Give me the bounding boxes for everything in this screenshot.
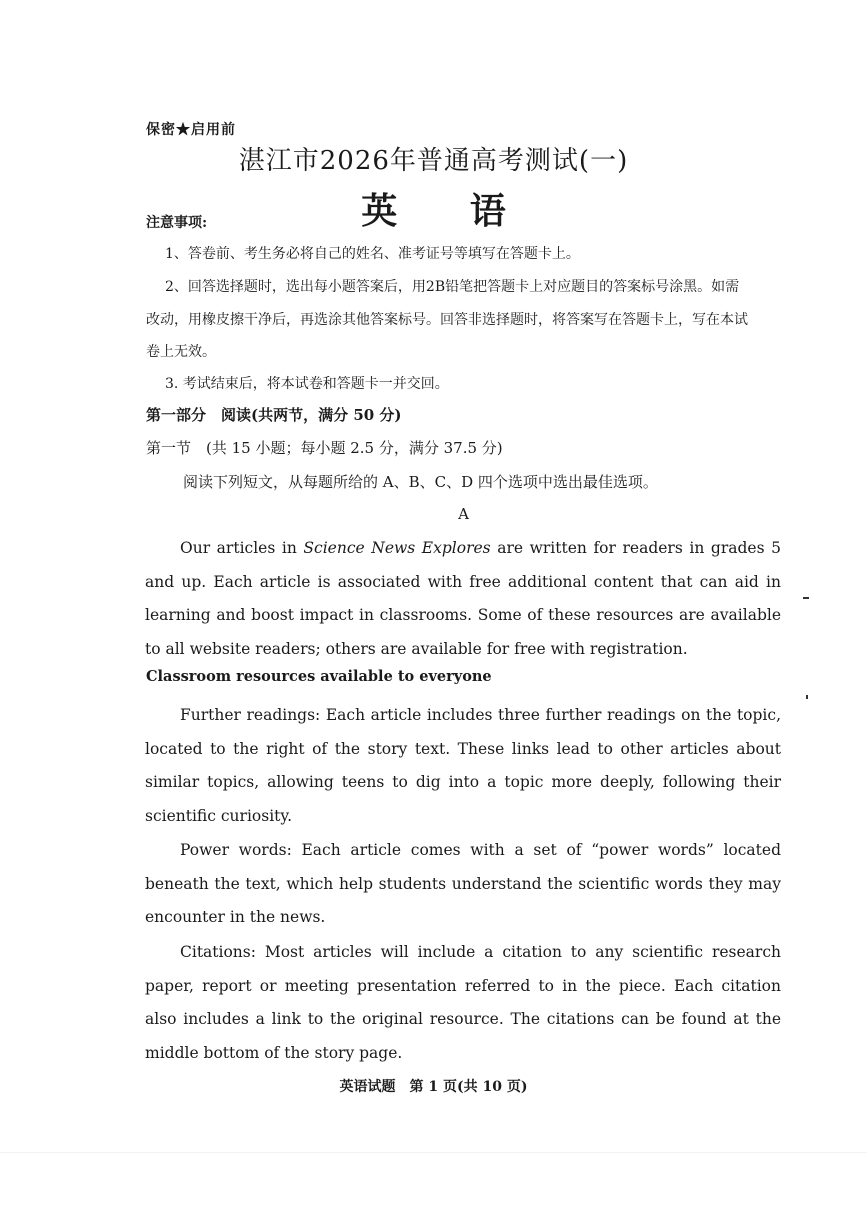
- notice-item-2-line-1: 2、回答选择题时，选出每小题答案后，用2B铅笔把答题卡上对应题目的答案标号涂黑。如需: [165, 279, 740, 295]
- notice-item-3: 3. 考试结束后，将本试卷和答题卡一并交回。: [165, 376, 449, 392]
- section-instructions: 阅读下列短文，从每题所给的 A、B、C、D 四个选项中选出最佳选项。: [183, 473, 658, 491]
- exam-title: 湛江市2026年普通高考测试(一): [238, 146, 629, 176]
- passage-letter: A: [458, 505, 469, 523]
- passage-paragraph-1: [145, 532, 781, 666]
- passage-paragraph-3: [145, 834, 781, 935]
- scan-mark: [803, 597, 809, 599]
- publication-name: Science News Explores: [303, 539, 491, 557]
- passage-paragraph-4: [145, 936, 781, 1070]
- notice-item-2-line-3: 卷上无效。: [146, 344, 216, 360]
- scan-edge: [0, 1152, 867, 1153]
- section-heading: Classroom resources available to everyone: [146, 668, 492, 685]
- p3-text: Power words: Each article comes with a set of “power words” located beneath the text, which help students understand the scientific words they may encounter in the news.: [145, 841, 781, 926]
- notice-heading: 注意事项:: [146, 215, 208, 231]
- p2-text: Further readings: Each article includes three further readings on the topic, located to the right of the story text. These links lead to other articles about similar topics, allowing teens to dig into a topic more deeply, following their scientific curiosity.: [145, 706, 781, 825]
- part-one-heading: 第一部分 阅读(共两节，满分 50 分): [146, 406, 402, 424]
- notice-item-2-line-2: 改动，用橡皮擦干净后，再选涂其他答案标号。回答非选择题时，将答案写在答题卡上，写在本试: [146, 312, 748, 328]
- notice-item-1: 1、答卷前、考生务必将自己的姓名、准考证号等填写在答题卡上。: [165, 246, 580, 262]
- page-footer: 英语试题 第 1 页(共 10 页): [339, 1079, 528, 1095]
- scan-mark: [806, 695, 808, 699]
- p1-text-a: Our articles in: [180, 539, 304, 557]
- p4-text: Citations: Most articles will include a citation to any scientific research paper, report or meeting presentation referred to in the piece. Each citation also includes a link to the original resource. The citations can be found at the middle bottom of the story page.: [145, 943, 781, 1062]
- section-one-heading: 第一节 (共 15 小题；每小题 2.5 分，满分 37.5 分): [146, 439, 503, 457]
- p1-text-b: are written for readers in grades 5 and up. Each article is associated with free additional content that can aid in learning and boost impact in classrooms. Some of these resources are available to all website readers; others are available for free with registration.: [145, 539, 781, 658]
- passage-paragraph-2: [145, 699, 781, 833]
- confidential-label: 保密★启用前: [146, 122, 236, 138]
- subject-title: 英 语: [361, 190, 536, 232]
